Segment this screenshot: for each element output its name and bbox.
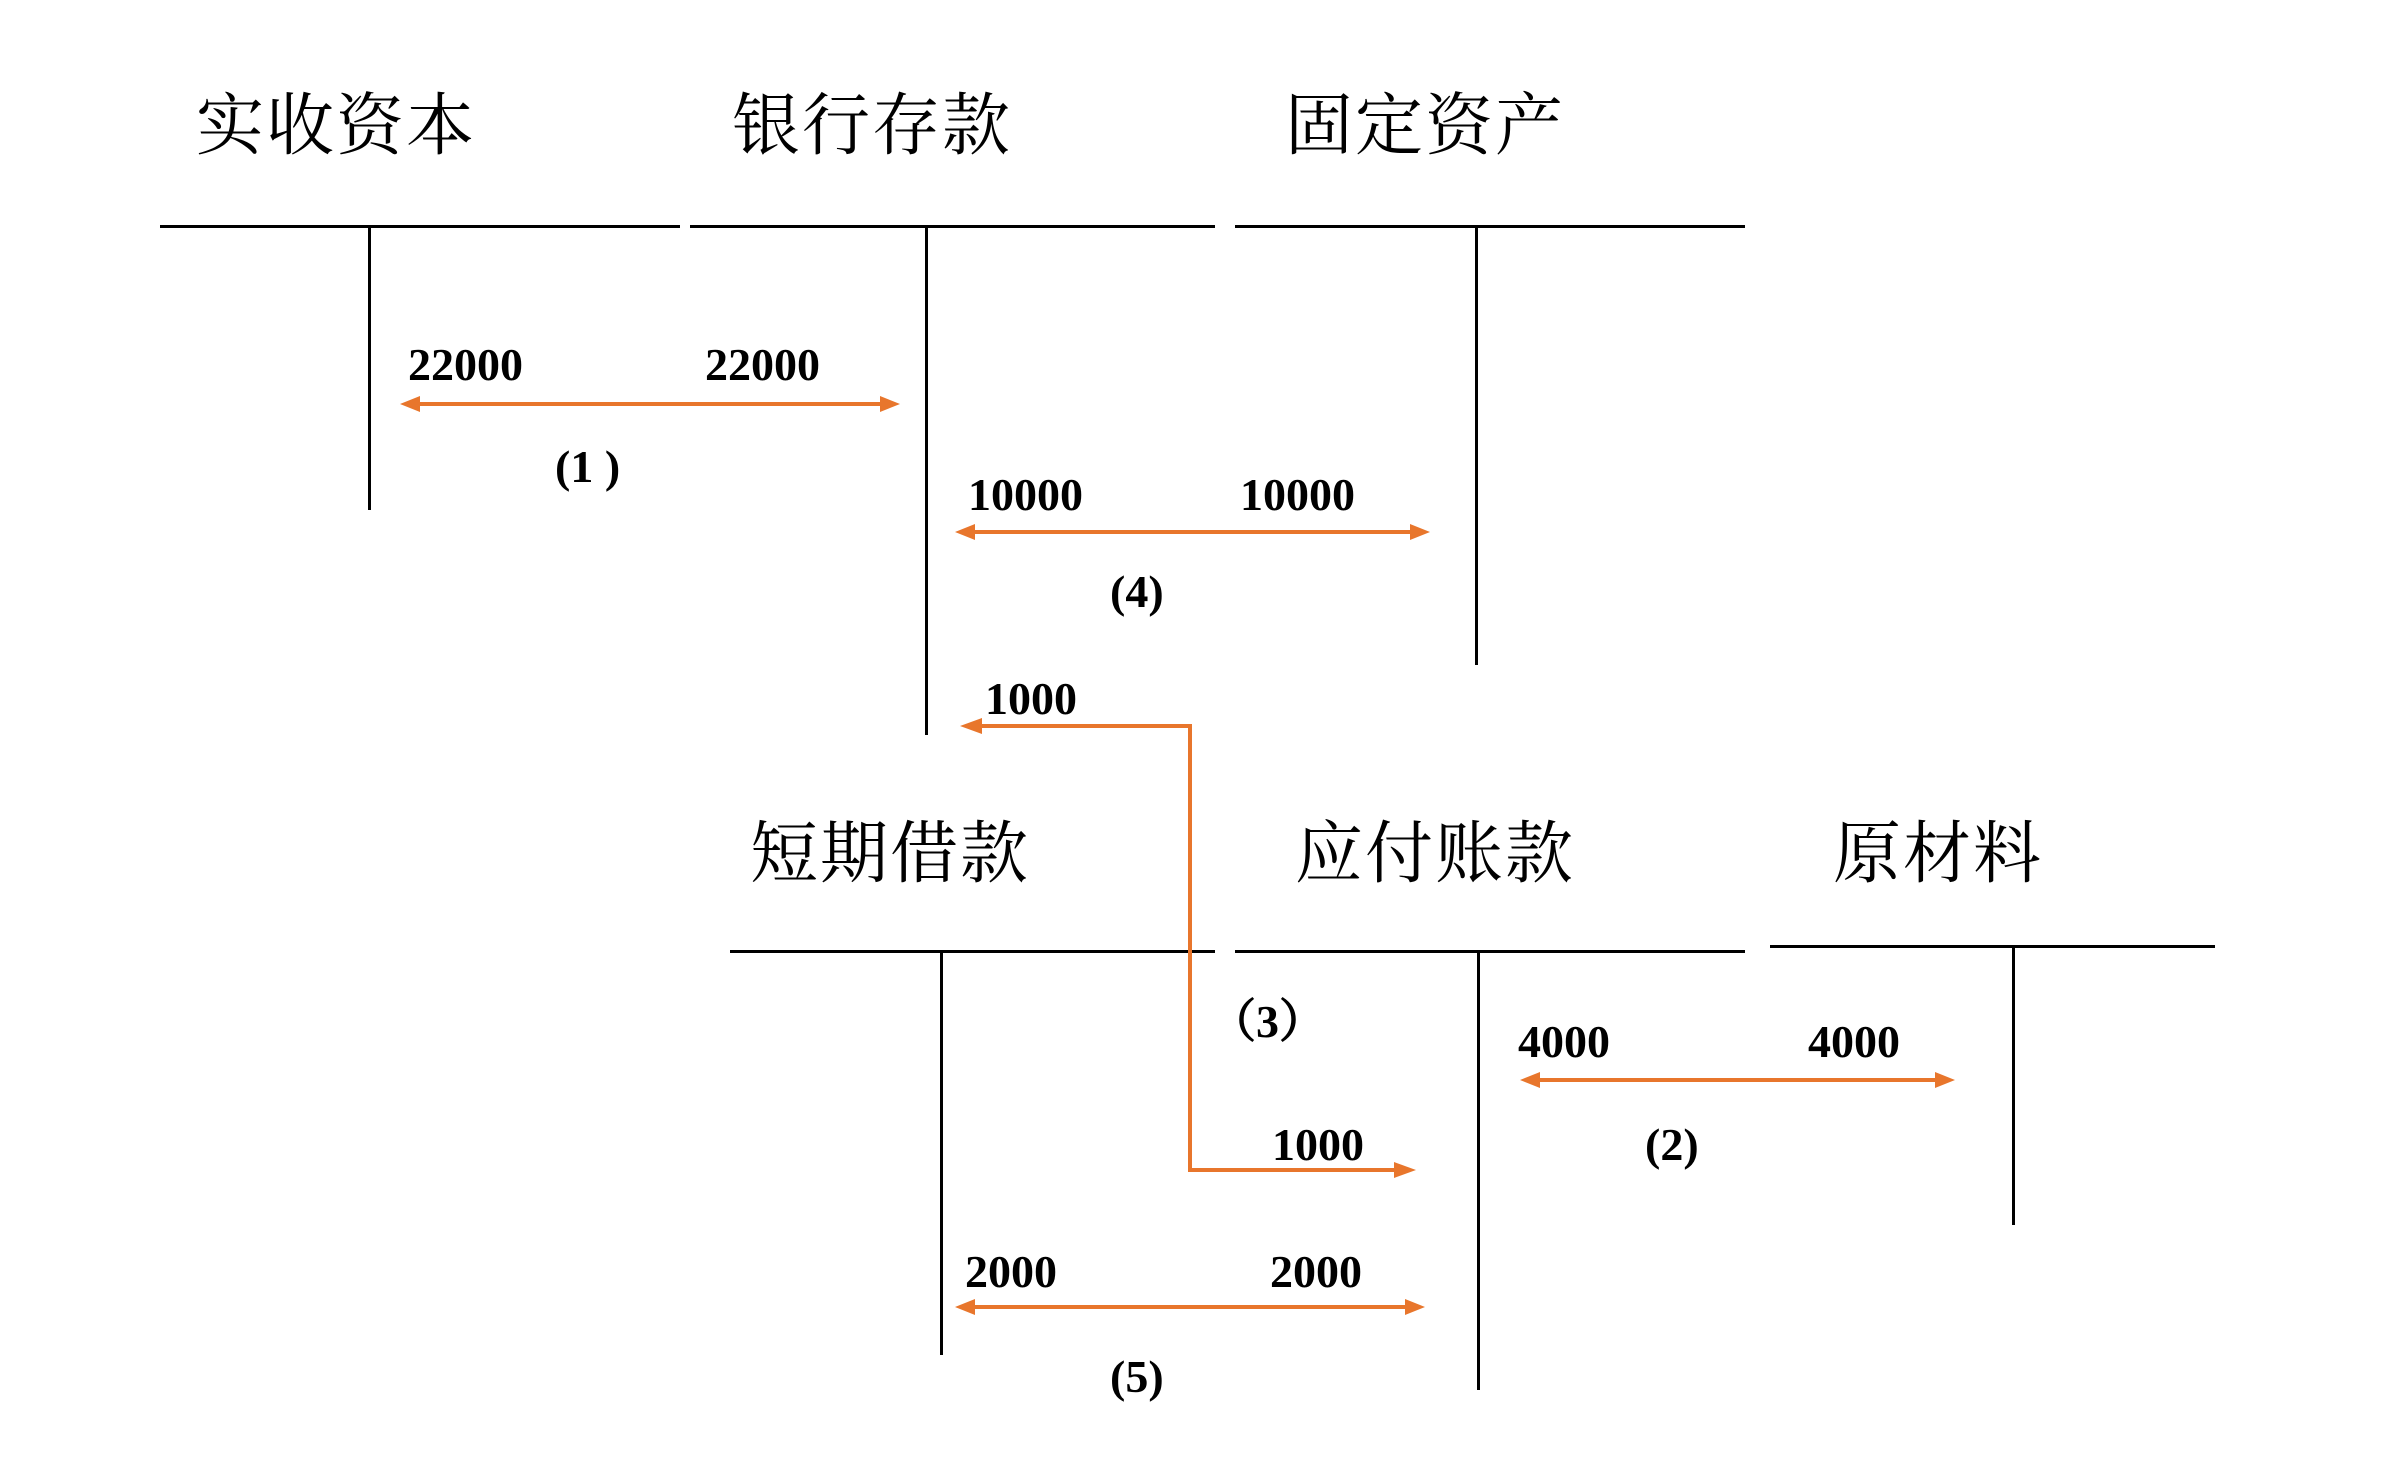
entry-seq-5: (5) <box>1110 1351 1164 1402</box>
account-vrule-fixed-assets <box>1475 225 1478 665</box>
amount-2000-right: 2000 <box>1270 1246 1362 1297</box>
account-title-short-term-loan: 短期借款 <box>750 815 1031 894</box>
amount-22000-right: 22000 <box>705 339 820 390</box>
account-title-accounts-payable: 应付账款 <box>1295 815 1576 894</box>
account-hrule-bank-deposit <box>690 225 1215 228</box>
account-vrule-bank-deposit <box>925 225 928 735</box>
amount-22000-left: 22000 <box>408 339 523 390</box>
account-vrule-short-term-loan <box>940 950 943 1355</box>
arrow-entry-5 <box>955 1295 1425 1319</box>
amount-10000-left: 10000 <box>968 469 1083 520</box>
amount-10000-right: 10000 <box>1240 469 1355 520</box>
account-title-fixed-assets: 固定资产 <box>1285 87 1566 166</box>
account-vrule-accounts-payable <box>1477 950 1480 1390</box>
entry-seq-2: (2) <box>1645 1119 1699 1170</box>
account-title-bank-deposit: 银行存款 <box>732 87 1013 166</box>
arrow-entry-4 <box>955 520 1430 544</box>
account-title-paid-in-capital: 实收资本 <box>196 87 477 166</box>
amount-1000-bottom: 1000 <box>1272 1119 1364 1170</box>
amount-2000-left: 2000 <box>965 1246 1057 1297</box>
account-title-raw-materials: 原材料 <box>1833 815 2044 894</box>
account-vrule-paid-in-capital <box>368 225 371 510</box>
entry-seq-1: (1 ) <box>555 441 621 492</box>
account-hrule-raw-materials <box>1770 945 2215 948</box>
account-vrule-raw-materials <box>2012 945 2015 1225</box>
entry-seq-4: (4) <box>1110 566 1164 617</box>
entry-seq-3: （3） <box>1210 996 1325 1047</box>
account-hrule-fixed-assets <box>1235 225 1745 228</box>
arrow-entry-2 <box>1520 1068 1955 1092</box>
account-hrule-paid-in-capital <box>160 225 680 228</box>
amount-1000-top: 1000 <box>985 673 1077 724</box>
arrow-entry-1 <box>400 392 900 416</box>
amount-4000-left: 4000 <box>1518 1016 1610 1067</box>
amount-4000-right: 4000 <box>1808 1016 1900 1067</box>
